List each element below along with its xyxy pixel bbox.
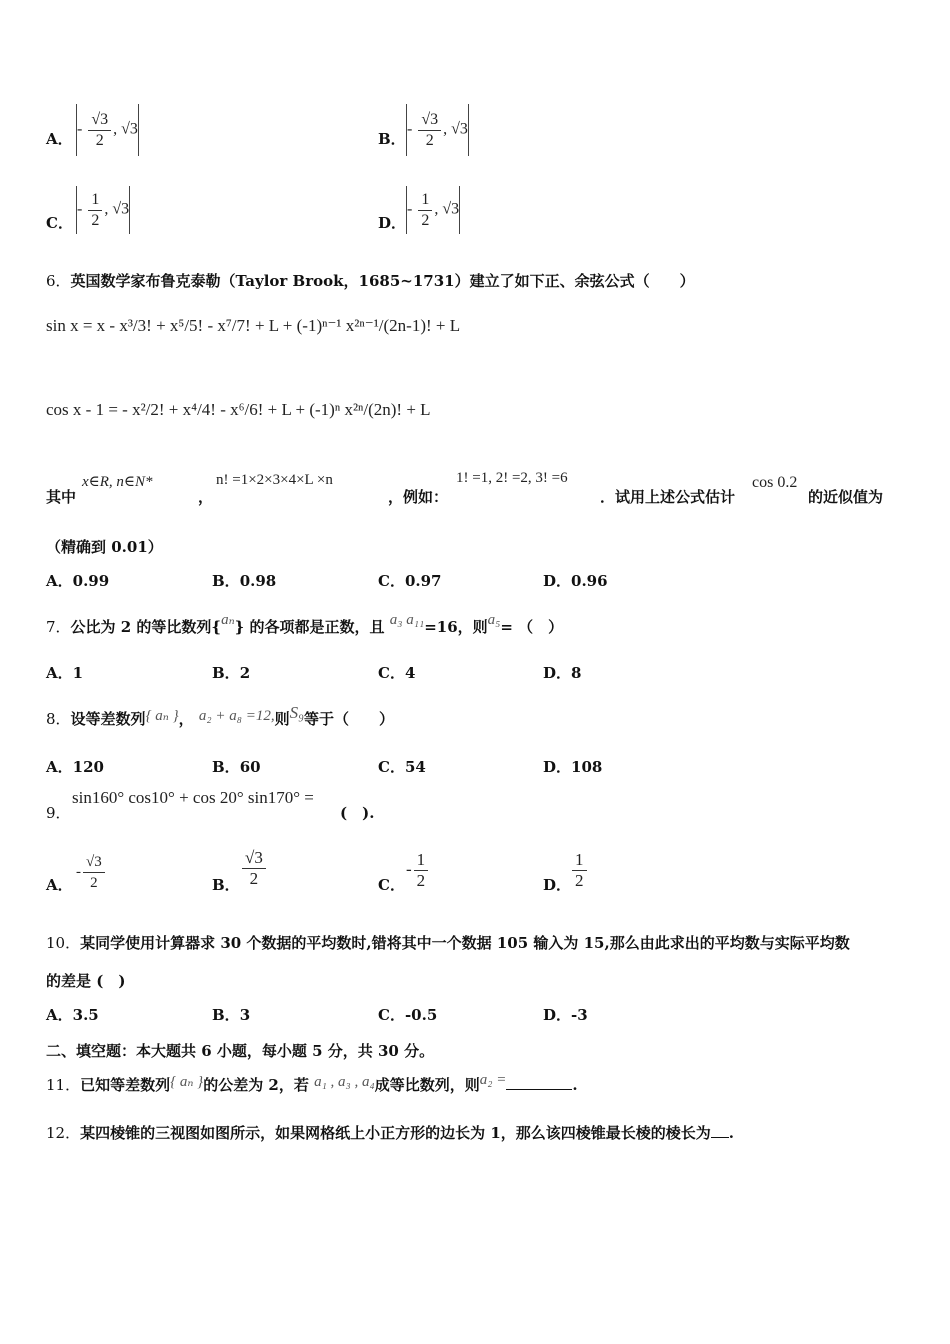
q6-option-c: C．0.97 (378, 572, 442, 590)
q6-option-a: A．0.99 (46, 572, 110, 590)
q8-option-d: D．108 (543, 758, 603, 776)
q7-stem: 7．公比为 2 的等比数列{aₙ} 的各项都是正数，且 a₃ a₁₁=16，则a₅= （ ） (46, 612, 564, 636)
q6-comma: ， (198, 488, 214, 506)
q6-example-prefix: ，例如： (388, 488, 449, 506)
q5-option-c-math: - $\frac{1}{2}$ , √3 (76, 186, 130, 234)
q10-option-c: C．-0.5 (378, 1006, 438, 1024)
q11-answer-blank[interactable] (506, 1075, 572, 1090)
q7-option-b: B．2 (212, 664, 251, 682)
q6-factorial-def: n! =1×2×3×4×L ×n (216, 472, 333, 488)
q9-expression: sin160° cos10° + cos 20° sin170° = (72, 788, 314, 807)
q9-option-a-math: - $\frac{√3}{2}$ (76, 852, 107, 893)
q6-where-prefix: 其中 (46, 488, 77, 506)
q8-option-b: B．60 (212, 758, 261, 776)
q6-example-math: 1! =1, 2! =2, 3! =6 (456, 470, 568, 486)
q9-option-d-label: D． (543, 876, 572, 894)
q6-option-d: D．0.96 (543, 572, 608, 590)
q8-stem: 8．设等差数列{ aₙ }， a₂ + a₈ =12,则S₉等于（ ） (46, 703, 395, 728)
q6-precision: （精确到 0.01） (46, 538, 163, 556)
q9-option-b-math: $\frac{√3}{2}$ (240, 848, 268, 889)
q5-option-d-math: - $\frac{1}{2}$ , √3 (406, 186, 460, 234)
q7-option-d: D．8 (543, 664, 582, 682)
q5-option-c-label: C． (46, 214, 73, 232)
q6-stem: 6．英国数学家布鲁克泰勒（Taylor Brook，1685~1731）建立了如下正、余弦公式（ ） (46, 272, 695, 290)
q6-where-math: x∈R, n∈N* (82, 474, 153, 490)
q9-option-b-label: B． (212, 876, 240, 894)
q6-cos-formula: cos x - 1 = - x²/2! + x⁴/4! - x⁶/6! + L + (-1)ⁿ x²ⁿ/(2n)! + L (46, 400, 431, 419)
q10-line1: 10．某同学使用计算器求 30 个数据的平均数时,错将其中一个数据 105 输入为 15,那么由此求出的平均数与实际平均数 (46, 934, 850, 952)
q5-option-b-label: B． (378, 130, 406, 148)
q12-answer-blank[interactable] (711, 1123, 729, 1138)
q6-target: cos 0.2 (752, 474, 798, 491)
q10-option-b: B．3 (212, 1006, 251, 1024)
q9-option-a-label: A． (46, 876, 73, 894)
q6-use-text: ．试用上述公式估计 (600, 488, 736, 506)
q5-option-d-label: D． (378, 214, 407, 232)
q12-stem: 12．某四棱锥的三视图如图所示，如果网格纸上小正方形的边长为 1，那么该四棱锥最长棱的棱长为 . (46, 1124, 734, 1142)
q9-number: 9． (46, 804, 71, 822)
q6-option-b: B．0.98 (212, 572, 277, 590)
q10-option-a: A．3.5 (46, 1006, 99, 1024)
q11-stem: 11．已知等差数列{ aₙ }的公差为 2，若 a₁ , a₃ , a₄成等比数列，则a₂ = . (46, 1072, 578, 1094)
q7-option-c: C．4 (378, 664, 416, 682)
q9-option-d-math: $\frac{1}{2}$ (570, 850, 589, 891)
q7-option-a: A．1 (46, 664, 84, 682)
q9-option-c-label: C． (378, 876, 405, 894)
q6-suffix: 的近似值为 (808, 488, 884, 506)
q5-option-b-math: - $\frac{√3}{2}$ , √3 (406, 104, 469, 156)
q5-option-a-math: - $\frac{√3}{2}$ , √3 (76, 104, 139, 156)
q8-option-c: C．54 (378, 758, 426, 776)
section-heading-fill-in: 二、填空题：本大题共 6 小题，每小题 5 分，共 30 分。 (46, 1042, 435, 1060)
q9-option-c-math: - $\frac{1}{2}$ (406, 850, 430, 891)
q5-option-a-label: A． (46, 130, 73, 148)
q8-option-a: A．120 (46, 758, 104, 776)
q9-tail: ( ). (340, 804, 375, 822)
q6-sin-formula: sin x = x - x³/3! + x⁵/5! - x⁷/7! + L + (-1)ⁿ⁻¹ x²ⁿ⁻¹/(2n-1)! + L (46, 316, 461, 335)
q10-line2: 的差是 ( ) (46, 972, 126, 990)
q10-option-d: D．-3 (543, 1006, 588, 1024)
